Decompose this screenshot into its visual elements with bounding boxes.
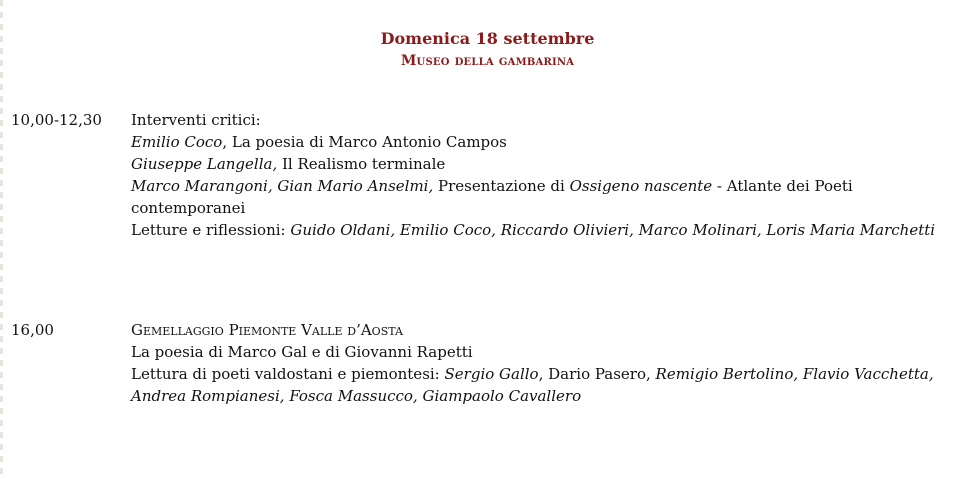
event-afternoon <box>11 319 961 407</box>
readings-line: Letture e riflessioni: Guido Oldani, Emilio Coco, Riccardo Olivieri, Marco Molinari, Loris Maria Marchetti <box>131 221 936 239</box>
event-time: 16,00 <box>11 321 54 339</box>
event-time: 10,00-12,30 <box>11 111 102 129</box>
event-details <box>131 109 961 241</box>
talk-line: Marco Marangoni, Gian Mario Anselmi, Presentazione di Ossigeno nascente - Atlante dei Poeti contemporanei <box>131 177 853 217</box>
reader-names: Remigio Bertolino, Flavio Vacchetta, Andrea Rompianesi, Fosca Massucco, Giampaolo Cavallero <box>131 365 934 405</box>
page-edge-decoration <box>0 0 3 480</box>
talk-title: Il Realismo terminale <box>277 155 446 173</box>
venue-heading: Museo della gambarina <box>400 53 575 69</box>
day-heading: Domenica 18 settembre <box>380 29 595 48</box>
speaker-names: Marco Marangoni, Gian Mario Anselmi, <box>131 177 434 195</box>
talk-line: Emilio Coco, La poesia di Marco Antonio Campos <box>131 133 507 151</box>
book-title: Ossigeno nascente <box>569 177 713 195</box>
talk-line: La poesia di Marco Gal e di Giovanni Rapetti <box>131 343 473 361</box>
talk-title: La poesia di Marco Antonio Campos <box>227 133 507 151</box>
event-title: Gemellaggio Piemonte Valle d’Aosta <box>131 321 403 339</box>
speaker-name: Giuseppe Langella, <box>131 155 278 173</box>
reader-name: Sergio Gallo <box>444 365 539 383</box>
event-details <box>131 319 961 407</box>
program-header <box>0 28 975 72</box>
talk-line <box>131 153 961 175</box>
readings-line: Lettura di poeti valdostani e piemontesi: Sergio Gallo, Dario Pasero, Remigio Bertolino, Flavio Vacchetta, Andrea Rompianesi, Fosca Massucco, Giampaolo Cavallero <box>131 365 934 405</box>
reader-names: Guido Oldani, Emilio Coco, Riccardo Olivieri, Marco Molinari, Loris Maria Marchetti <box>290 221 936 239</box>
speaker-name: Emilio Coco <box>131 133 223 151</box>
event-morning <box>11 109 961 241</box>
event-intro: Interventi critici: <box>131 111 261 129</box>
